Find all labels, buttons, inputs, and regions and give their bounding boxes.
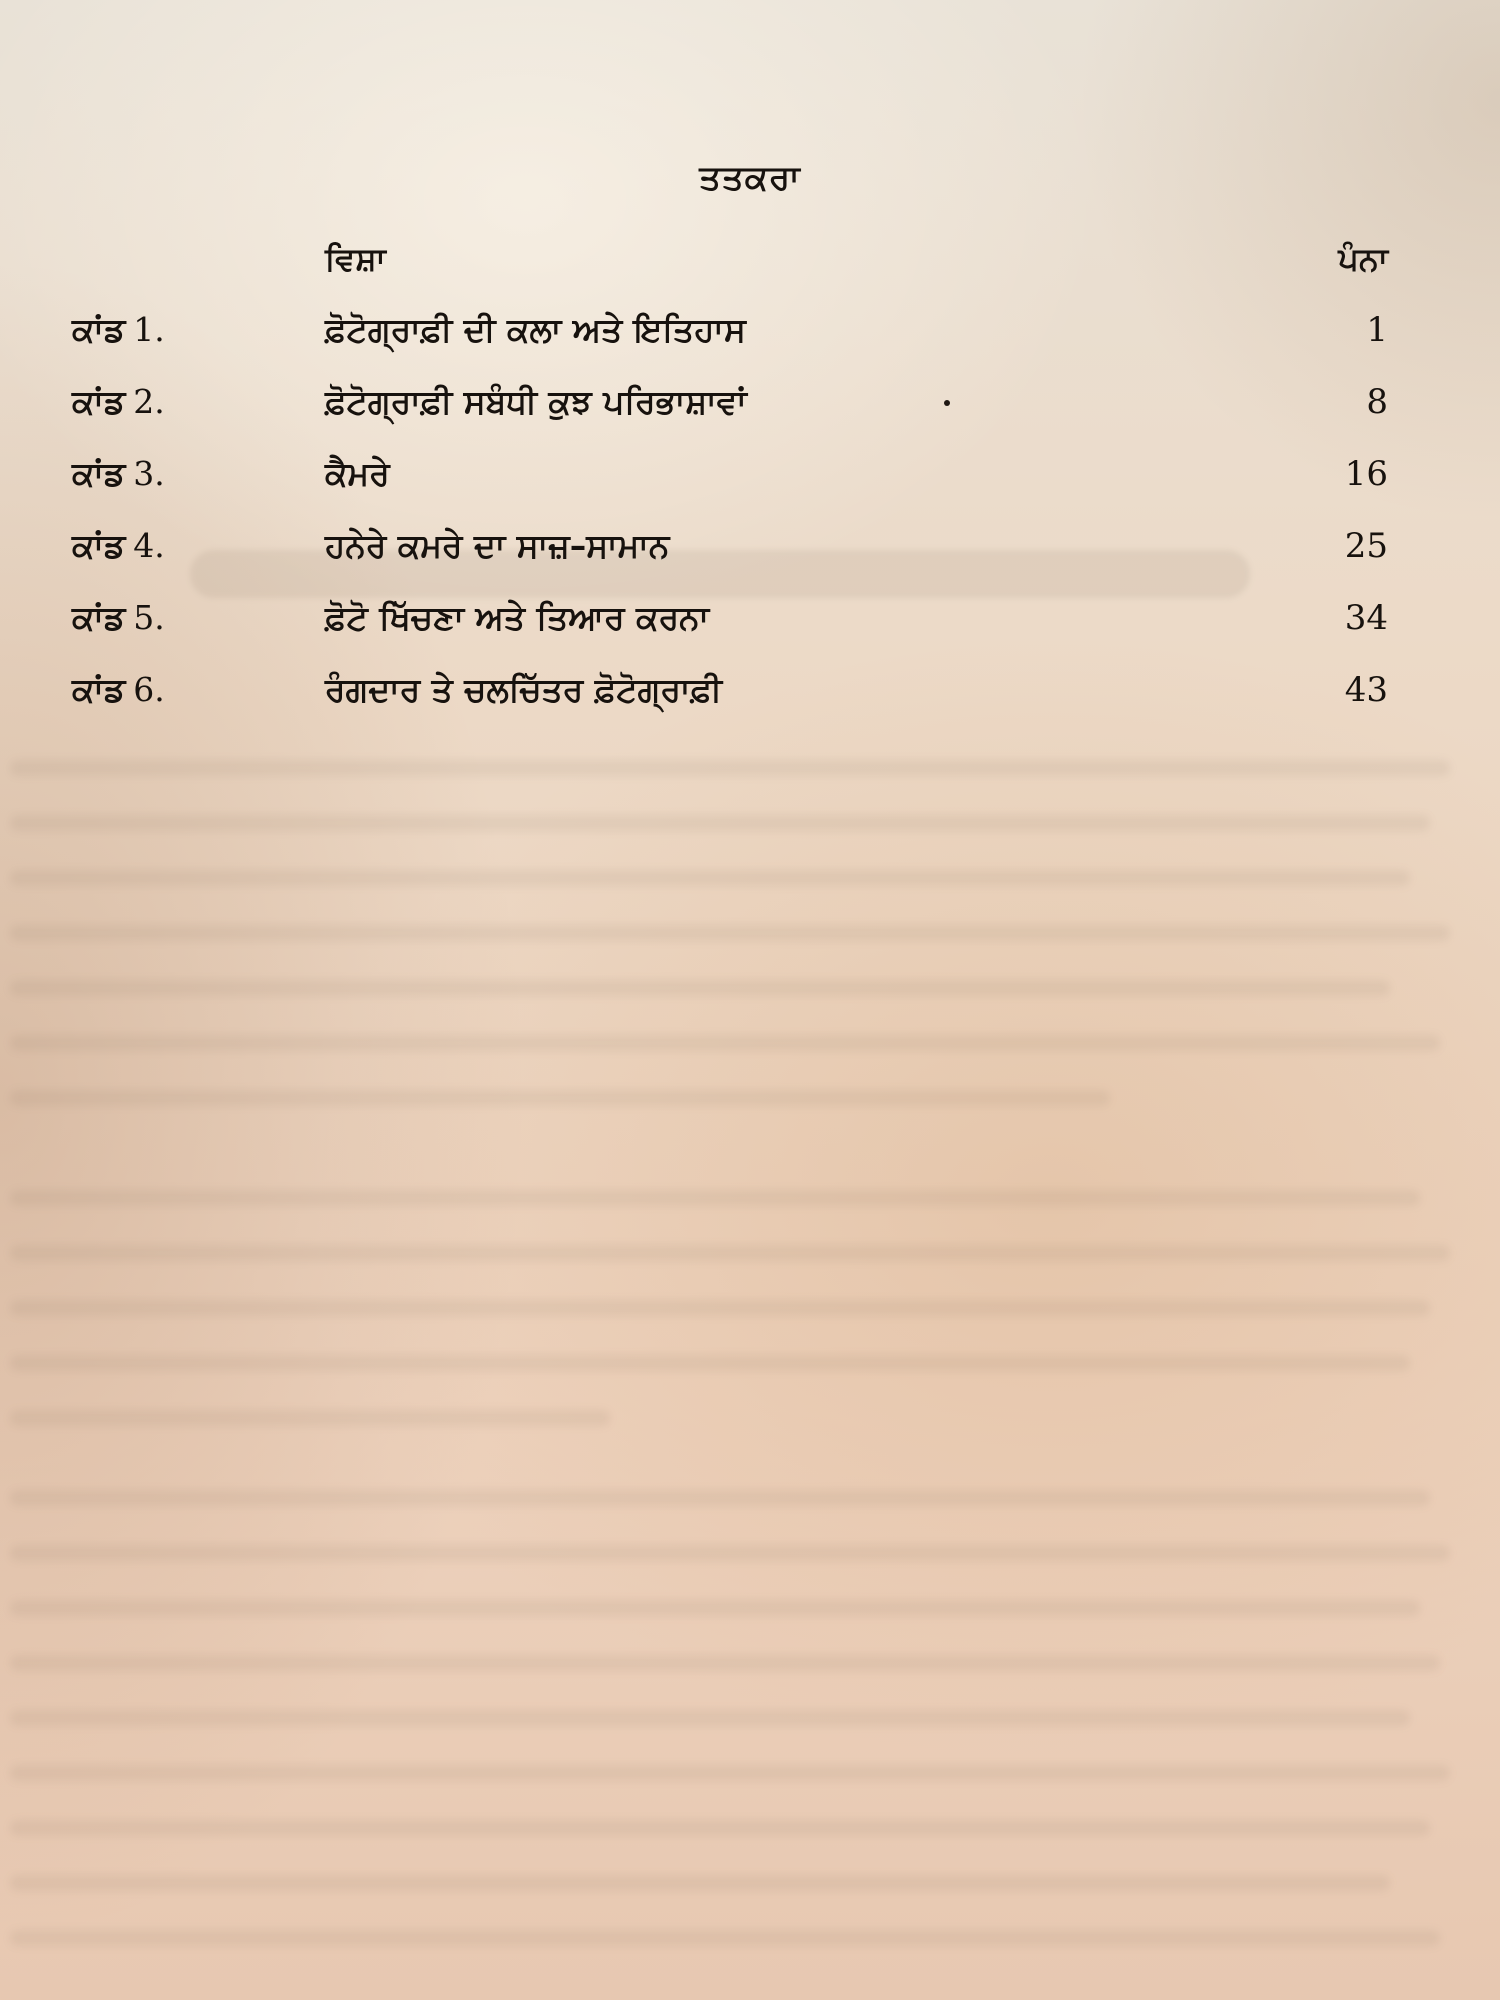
bleed-line xyxy=(10,1545,1450,1561)
chapter-label xyxy=(72,382,165,422)
chapter-number: 4. xyxy=(133,526,165,565)
chapter-number: 1. xyxy=(133,310,165,349)
bleed-line xyxy=(10,870,1410,886)
chapter-word: ਕਾਂਡ xyxy=(72,526,126,565)
bleed-line xyxy=(10,1710,1410,1726)
toc-entry xyxy=(0,310,1500,382)
bleed-line xyxy=(10,1765,1450,1781)
chapter-word: ਕਾਂਡ xyxy=(72,598,126,637)
bleed-line xyxy=(10,1820,1430,1836)
bleed-line xyxy=(10,1245,1450,1261)
toc-entry xyxy=(0,526,1500,598)
chapter-title: ਫ਼ੋਟੋਗ੍ਰਾਫ਼ੀ ਦੀ ਕਲਾ ਅਤੇ ਇਤਿਹਾਸ xyxy=(325,310,746,349)
table-of-contents xyxy=(0,310,1500,742)
chapter-number: 2. xyxy=(133,382,165,421)
chapter-number: 3. xyxy=(133,454,165,493)
chapter-word: ਕਾਂਡ xyxy=(72,382,126,421)
page-column-header: ਪੰਨਾ xyxy=(1338,240,1388,278)
page-number: 1 xyxy=(1366,310,1388,350)
subject-column-header: ਵਿਸ਼ਾ xyxy=(325,240,386,278)
chapter-title: ਫ਼ੋਟੋਗ੍ਰਾਫ਼ੀ ਸਬੰਧੀ ਕੁਝ ਪਰਿਭਾਸ਼ਾਵਾਂ xyxy=(325,382,747,421)
toc-entry xyxy=(0,598,1500,670)
page-title: ਤਤਕਰਾ xyxy=(699,158,801,198)
chapter-number: 6. xyxy=(133,670,165,709)
chapter-label xyxy=(72,598,165,638)
chapter-label xyxy=(72,454,165,494)
toc-entry xyxy=(0,670,1500,742)
ink-speck xyxy=(944,400,950,406)
bleed-line xyxy=(10,1490,1430,1506)
bleed-line xyxy=(10,980,1390,996)
toc-column-headers xyxy=(0,240,1500,290)
chapter-label xyxy=(72,526,165,566)
chapter-label xyxy=(72,670,165,710)
bleed-line xyxy=(10,1930,1440,1946)
page-number: 34 xyxy=(1344,598,1388,638)
bleed-line xyxy=(10,1655,1440,1671)
toc-entry xyxy=(0,454,1500,526)
bleed-line xyxy=(10,1410,610,1426)
bleed-line xyxy=(10,1190,1420,1206)
chapter-title: ਫ਼ੋਟੋ ਖਿੱਚਣਾ ਅਤੇ ਤਿਆਰ ਕਰਨਾ xyxy=(325,598,710,637)
bleed-line xyxy=(10,925,1450,941)
bleed-line xyxy=(10,1875,1390,1891)
chapter-label xyxy=(72,310,165,350)
bleed-line xyxy=(10,1300,1430,1316)
page-number: 25 xyxy=(1344,526,1388,566)
chapter-number: 5. xyxy=(133,598,165,637)
bleed-line xyxy=(10,1600,1420,1616)
bleed-line xyxy=(10,1035,1440,1051)
page-number: 8 xyxy=(1366,382,1388,422)
chapter-title: ਹਨੇਰੇ ਕਮਰੇ ਦਾ ਸਾਜ਼–ਸਾਮਾਨ xyxy=(325,526,670,565)
chapter-word: ਕਾਂਡ xyxy=(72,454,126,493)
page-number: 16 xyxy=(1344,454,1388,494)
bleed-line xyxy=(10,815,1430,831)
chapter-word: ਕਾਂਡ xyxy=(72,670,126,709)
chapter-title: ਕੈਮਰੇ xyxy=(325,454,390,493)
toc-entry xyxy=(0,382,1500,454)
bleed-line xyxy=(10,760,1450,776)
chapter-word: ਕਾਂਡ xyxy=(72,310,126,349)
chapter-title: ਰੰਗਦਾਰ ਤੇ ਚਲਚਿੱਤਰ ਫ਼ੋਟੋਗ੍ਰਾਫ਼ੀ xyxy=(325,670,723,709)
page-number: 43 xyxy=(1344,670,1388,710)
bleed-line xyxy=(10,1355,1410,1371)
bleed-line xyxy=(10,1090,1110,1106)
